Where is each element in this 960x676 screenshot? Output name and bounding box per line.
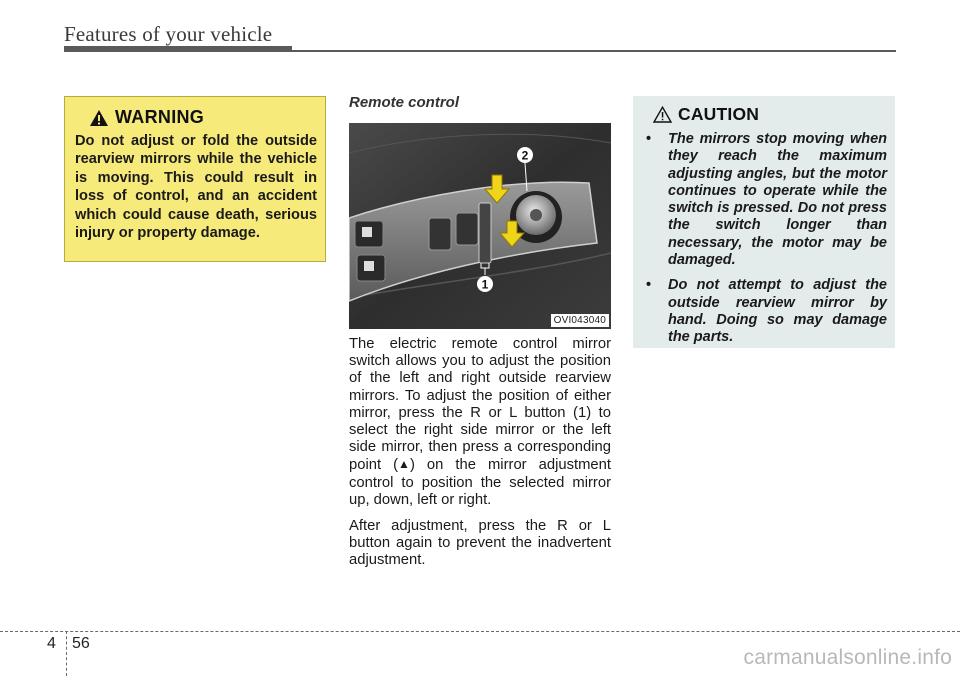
header-rule-accent xyxy=(64,46,292,52)
section-heading: Remote control xyxy=(349,94,460,111)
caution-title: CAUTION xyxy=(678,104,760,124)
mirror-switch-photo xyxy=(349,123,611,329)
watermark: carmanualsonline.info xyxy=(743,646,952,669)
body-paragraph-2: After adjustment, press the R or L button again to prevent the inadvertent adjustment. xyxy=(349,518,611,569)
warning-text: Do not adjust or fold the outside rearview mirrors while the vehicle is moving. This could result in loss of control, and an accident which could cause death, serious injury or property damage. xyxy=(75,133,317,242)
callout-1: 1 xyxy=(481,277,489,292)
body-text xyxy=(349,336,611,579)
caution-list xyxy=(643,131,887,347)
bullet: • xyxy=(646,131,652,147)
warning-title: WARNING xyxy=(115,107,205,127)
paragraph-1-part-a: The electric remote control mirror switch allows you to adjust the position of the left and right outside rearview mirrors. To adjust the position of either mirror, press the R or L button (1) to select the right side mirror or the left side mirror, then press a corresponding point ( xyxy=(349,336,611,474)
up-triangle-icon: ▲ xyxy=(398,457,410,472)
caution-item xyxy=(643,131,887,269)
warning-header xyxy=(89,107,317,128)
page-number: 56 xyxy=(72,635,90,652)
page-header-title: Features of your vehicle xyxy=(64,22,273,46)
caution-item xyxy=(643,277,887,346)
caution-item-text: Do not attempt to adjust the outside rearview mirror by hand. Doing so may damage the parts. xyxy=(668,277,887,346)
callout-2: 2 xyxy=(521,148,529,163)
chapter-number: 4 xyxy=(47,635,56,652)
footer-rule xyxy=(0,631,960,632)
paragraph-1-part-b: ) on the mirror adjustment control to position the selected mirror up, down, left or right. xyxy=(349,457,612,508)
body-paragraph-1 xyxy=(349,336,611,509)
bullet: • xyxy=(646,277,652,294)
caution-triangle-icon xyxy=(653,106,672,123)
caution-item-text: The mirrors stop moving when they reach the maximum adjusting angles, but the motor continues to operate while the switch is pressed. Do not press the switch longer than necessary, the motor may be damaged. xyxy=(668,131,887,269)
footer-divider xyxy=(66,631,67,676)
caution-header xyxy=(653,104,887,125)
mirror-switch-illustration xyxy=(349,123,611,329)
caution-box xyxy=(633,96,895,348)
warning-box xyxy=(64,96,326,262)
warning-triangle-icon xyxy=(89,109,109,127)
image-code: OVI043040 xyxy=(551,314,609,327)
